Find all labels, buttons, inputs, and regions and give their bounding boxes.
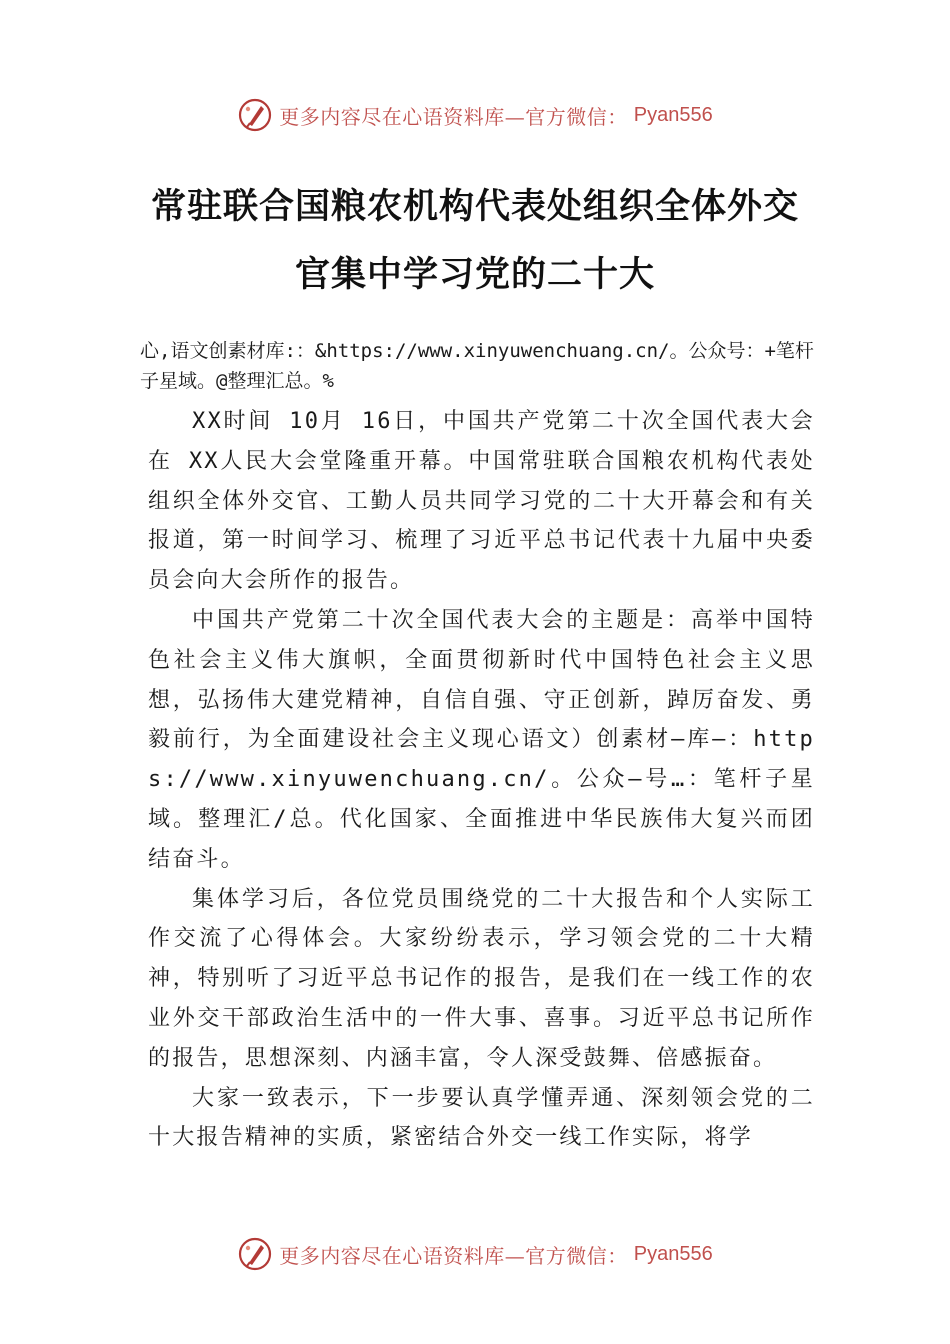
document-title-line-1: 常驻联合国粮农机构代表处组织全体外交 (150, 187, 799, 227)
watermark-wechat-id: Pyan556 (633, 1242, 713, 1265)
paragraph-4: 大家一致表示，下一步要认真学懂弄通、深刻领会党的二十大报告精神的实质，紧密结合外交一线工作实际，将学 (148, 1085, 815, 1151)
paragraph-2: 中国共产党第二十次全国代表大会的主题是：高举中国特色社会主义伟大旗帜，全面贯彻新时代中国特色社会主义思想，弘扬伟大建党精神，自信自强、守正创新，踔厉奋发、勇毅前行，为全面建设社会主义现心语文）创素材—库—：https://www.xinyuwenchuang.cn/。公众—号…：笔杆子星域。整理汇/总。代化国家、全面推进中华民族伟大复兴而团结奋斗。 (148, 607, 815, 872)
footer-watermark-banner (0, 1232, 950, 1276)
watermark-wechat-id: Pyan556 (633, 103, 713, 126)
header-watermark-banner (0, 93, 950, 137)
paragraph-1: XX时间 10月 16日，中国共产党第二十次全国代表大会在 XX人民大会堂隆重开幕。中国常驻联合国粮农机构代表处组织全体外交官、工勤人员共同学习党的二十大开幕会和有关报道，第一时间学习、梳理了习近平总书记代表十九届中央委员会向大会所作的报告。 (148, 409, 815, 594)
paragraph-3: 集体学习后，各位党员围绕党的二十大报告和个人实际工作交流了心得体会。大家纷纷表示，学习领会党的二十大精神，特别听了习近平总书记作的报告，是我们在一线工作的农业外交干部政治生活中的一件大事、喜事。习近平总书记所作的报告，思想深刻、内涵丰富，令人深受鼓舞、倍感振奋。 (148, 886, 815, 1071)
watermark-text: 更多内容尽在心语资料库—官方微信： (279, 104, 628, 129)
document-body (140, 336, 815, 1158)
source-note: 心,语文创素材库:：&https://www.xinyuwenchuang.cn/。公众号：+笔杆子星域。@整理汇总。% (140, 340, 814, 392)
document-title-line-2: 官集中学习党的二十大 (294, 255, 655, 295)
quill-logo-icon (237, 97, 273, 133)
quill-logo-icon (237, 1236, 273, 1272)
watermark-text: 更多内容尽在心语资料库—官方微信： (279, 1243, 628, 1268)
